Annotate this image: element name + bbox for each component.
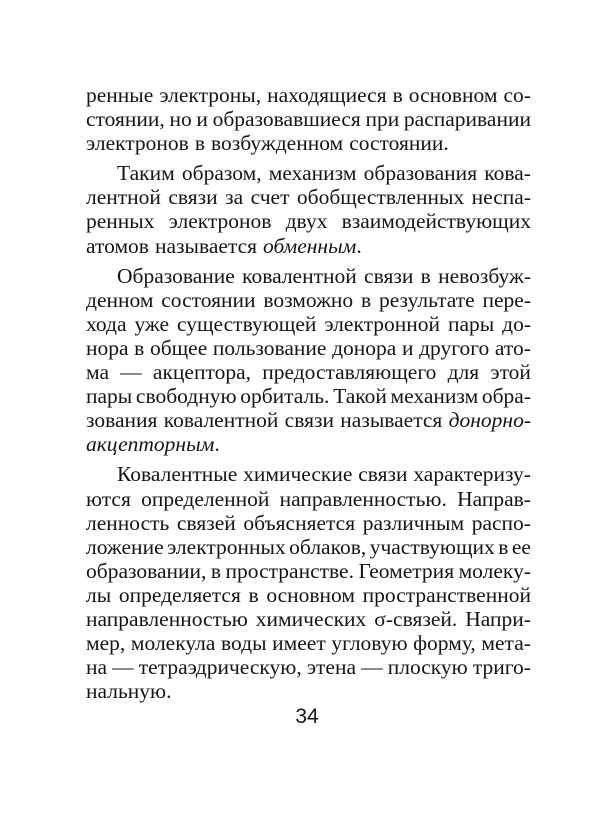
word-text: молекула (130, 631, 216, 656)
word-text: тетраэдрическую, (138, 655, 302, 680)
word-text: химические (243, 462, 353, 487)
word-text: триго- (472, 655, 531, 680)
text-line (86, 131, 531, 155)
word-text: электронов (86, 131, 189, 156)
word (211, 131, 343, 155)
word (168, 185, 217, 209)
word (484, 161, 531, 185)
word (269, 161, 357, 185)
word (481, 631, 531, 655)
word (240, 384, 329, 408)
word-text: . (214, 432, 220, 457)
word-text: электроны, (159, 83, 262, 107)
word (365, 107, 399, 131)
word (211, 559, 221, 583)
word-text: лы (86, 582, 112, 607)
word (117, 161, 175, 185)
word-text: кова- (484, 161, 531, 186)
word-text: определяется (118, 582, 241, 607)
word-text: и (401, 335, 414, 360)
word (131, 631, 216, 655)
word-text: за (225, 185, 244, 210)
word (409, 83, 498, 107)
word (285, 408, 334, 432)
word-text: в (194, 131, 206, 156)
text-line (86, 408, 531, 432)
text-line (86, 234, 531, 258)
word (498, 535, 508, 559)
word (419, 336, 489, 360)
word-text: Напри- (465, 606, 531, 631)
word-text: участвующих (369, 534, 495, 559)
word-text: связи (168, 185, 218, 210)
text-line (86, 432, 531, 456)
word (342, 209, 531, 233)
word (86, 384, 132, 408)
word (86, 234, 149, 258)
word-text: ленность (86, 510, 170, 535)
word (86, 408, 157, 432)
word (473, 655, 531, 679)
word (402, 336, 414, 360)
word (86, 360, 109, 384)
word (169, 107, 191, 131)
word-text: стоянии, (86, 107, 165, 132)
word (86, 631, 125, 655)
word (364, 161, 477, 185)
word (196, 107, 208, 131)
word-text: пользование (212, 335, 327, 360)
word (86, 209, 155, 233)
word-text: направленностью. (279, 486, 447, 511)
word-text: электронных (167, 534, 286, 559)
word (272, 631, 326, 655)
word (86, 679, 171, 703)
text-line (86, 209, 531, 233)
word-text: различным (362, 510, 465, 535)
word-text: уже (134, 311, 170, 336)
text-line (86, 360, 531, 384)
word (86, 432, 220, 456)
word-text: пары (447, 311, 495, 336)
word-text: плоскую (387, 655, 468, 680)
word (391, 384, 479, 408)
word (333, 384, 387, 408)
word-text: ются (86, 486, 131, 511)
word (404, 107, 531, 131)
word-text: определенной (141, 486, 270, 511)
word (256, 607, 367, 631)
word (167, 535, 286, 559)
word (413, 462, 531, 486)
word-text: механизм (268, 161, 357, 186)
word-text: атомов (86, 233, 149, 258)
word-text: результате (378, 287, 475, 312)
text-line (86, 83, 531, 107)
word-text: хода (86, 311, 127, 336)
word-text: существующей (176, 311, 317, 336)
word (242, 264, 357, 288)
word-text: направленностью (86, 606, 248, 631)
word-text: до- (502, 311, 531, 336)
word (136, 384, 237, 408)
word-text: и (196, 107, 208, 132)
word-text: ма (86, 360, 110, 385)
word (286, 209, 328, 233)
word-text: предоставляющего (262, 360, 437, 385)
word-text: объясняется (243, 510, 356, 535)
paragraph (86, 161, 531, 257)
word (449, 408, 531, 432)
word (86, 83, 153, 107)
word-text: — (361, 655, 383, 680)
body-text (86, 83, 531, 709)
word-text: Образование (117, 263, 235, 288)
word (280, 487, 447, 511)
text-line (86, 559, 531, 583)
word (363, 583, 531, 607)
word-text: неспа- (471, 185, 531, 210)
text-line (86, 288, 531, 312)
word-text: называется (340, 408, 443, 433)
word (349, 131, 449, 155)
word-text: донора (332, 335, 397, 360)
word-text: связи (364, 263, 414, 288)
text-line (86, 185, 531, 209)
word-text: Геометрия (358, 558, 455, 583)
word-text: мер, (86, 631, 126, 656)
word-text: называется (154, 233, 257, 258)
text-line (86, 679, 531, 703)
word (221, 631, 267, 655)
word (512, 535, 531, 559)
word (243, 462, 352, 486)
word-text: Направ- (457, 486, 531, 511)
text-line (86, 107, 531, 131)
word-text: ренных (86, 209, 155, 234)
word (182, 161, 262, 185)
word (161, 288, 255, 312)
word-text: состоянии. (349, 131, 449, 156)
word-text: в (392, 83, 403, 107)
word (155, 234, 257, 258)
italic-term: обменным (263, 233, 357, 258)
word (324, 312, 440, 336)
word-text: угловую (331, 631, 408, 656)
word (358, 559, 454, 583)
word-text: обобществленных (296, 185, 465, 210)
word-text: общее (149, 335, 208, 360)
word-text: в (248, 582, 259, 607)
italic-term: акцепторным (86, 432, 215, 457)
word (370, 535, 495, 559)
word-text: связей (176, 510, 236, 535)
word-text: — (120, 360, 142, 385)
word-text: ато- (494, 335, 531, 360)
text-line (86, 384, 531, 408)
word (490, 360, 531, 384)
word (86, 336, 129, 360)
word (164, 408, 279, 432)
word-text: находящиеся (267, 83, 387, 107)
word (225, 185, 243, 209)
paragraph (86, 83, 531, 155)
word (307, 655, 356, 679)
word-text: в (134, 335, 145, 360)
word-text: химических (255, 606, 367, 631)
word (86, 312, 127, 336)
word-text: пары (86, 384, 133, 409)
text-line (86, 312, 531, 336)
word-text: но (169, 107, 192, 132)
text-line (86, 607, 531, 631)
word (195, 131, 205, 155)
word-text: на (86, 655, 108, 680)
text-line (86, 487, 531, 511)
text-line (86, 462, 531, 486)
word (120, 360, 142, 384)
word-text: ложение (86, 534, 164, 559)
word-text: пере- (482, 287, 531, 312)
word-text: мета- (481, 631, 531, 656)
word (495, 336, 531, 360)
word-text: ковалентной (242, 263, 357, 288)
word-text: — (112, 655, 134, 680)
word-text: этена (306, 655, 357, 680)
word (482, 384, 531, 408)
word-text: ковалентной (163, 408, 279, 433)
word-text: образования (363, 161, 478, 186)
word-text: воды (221, 631, 267, 656)
word-text: счет (250, 185, 290, 210)
word (393, 83, 403, 107)
text-line (86, 161, 531, 185)
word-text: связи (358, 462, 408, 487)
word (267, 83, 387, 107)
word-text: нора (86, 335, 129, 360)
word (153, 360, 251, 384)
word (159, 83, 261, 107)
word (86, 487, 131, 511)
word (361, 288, 371, 312)
word-text: основном (408, 83, 498, 107)
word-text: облаков, (289, 534, 367, 559)
word (86, 107, 165, 131)
word (457, 487, 531, 511)
word-text: обра- (481, 384, 531, 409)
text-line (86, 264, 531, 288)
word (363, 511, 464, 535)
word-text: свободную (135, 384, 237, 409)
word-text: взаимодействующих (341, 209, 531, 234)
word-text: при (365, 107, 400, 132)
word (249, 583, 259, 607)
word (448, 360, 480, 384)
word (117, 264, 235, 288)
paragraph (86, 462, 531, 703)
word (169, 209, 272, 233)
word-text: характеризу- (413, 462, 531, 487)
word-text: орбиталь. (240, 384, 330, 409)
word (134, 336, 144, 360)
word (86, 535, 164, 559)
word-text: σ-связей. (374, 606, 458, 631)
word (86, 583, 111, 607)
word-text: Таким (117, 161, 175, 186)
word (119, 583, 241, 607)
text-line (86, 535, 531, 559)
word-text: пространстве. (225, 558, 354, 583)
word-text: электронов (168, 209, 272, 234)
word-text: основном (266, 582, 355, 607)
word (379, 288, 475, 312)
text-line (86, 336, 531, 360)
word-text: Такой (333, 384, 387, 409)
word-text: нальную. (86, 679, 172, 704)
word-text: ее (511, 534, 531, 559)
word (177, 312, 316, 336)
word (438, 264, 531, 288)
word-text: пространственной (362, 582, 531, 607)
word (482, 288, 531, 312)
word-text: невозбуж- (438, 263, 531, 288)
word (340, 408, 442, 432)
word-text: форму, (413, 631, 476, 656)
word-text: возможно (263, 287, 354, 312)
word-text: в (361, 287, 372, 312)
word (459, 559, 531, 583)
word-text: образом, (181, 161, 262, 186)
word (213, 336, 327, 360)
word (117, 462, 237, 486)
word-text: имеет (272, 631, 326, 656)
word-text: со- (503, 83, 531, 107)
word-text: связи (284, 408, 334, 433)
word (86, 185, 161, 209)
word-text: электронной (324, 311, 441, 336)
word-text: лентной (86, 185, 161, 210)
word-text: двух (285, 209, 328, 234)
word (263, 288, 353, 312)
word (332, 336, 396, 360)
word-text: образовавшиеся (212, 107, 361, 132)
word-text: в (210, 558, 222, 583)
word-text: этой (490, 360, 531, 385)
word (504, 83, 531, 107)
word (421, 264, 431, 288)
word-text: в (498, 534, 509, 559)
word (86, 559, 206, 583)
word-text: молеку- (458, 558, 531, 583)
word (243, 511, 355, 535)
word (251, 185, 290, 209)
word (226, 559, 354, 583)
word (331, 631, 407, 655)
word-text: состоянии (161, 287, 256, 312)
word-text: ренные (86, 83, 154, 107)
page-number: 34 (295, 705, 319, 728)
word (263, 234, 362, 258)
word (374, 607, 457, 631)
word-text: возбужденном (211, 131, 344, 156)
word (262, 360, 436, 384)
word (413, 631, 476, 655)
word (289, 535, 366, 559)
word (134, 312, 169, 336)
word (502, 312, 531, 336)
word (358, 462, 407, 486)
word (139, 655, 302, 679)
word (86, 655, 107, 679)
text-line (86, 511, 531, 535)
word (86, 607, 248, 631)
word-text: механизм (390, 384, 479, 409)
text-line (86, 631, 531, 655)
paragraph (86, 264, 531, 457)
word (86, 511, 169, 535)
word (141, 487, 269, 511)
word-text: Ковалентные (117, 462, 238, 487)
word-text: акцептора, (152, 360, 251, 385)
word (150, 336, 207, 360)
word (297, 185, 464, 209)
word (361, 655, 383, 679)
word-text: другого (419, 335, 490, 360)
word (448, 312, 494, 336)
word (266, 583, 355, 607)
word-text: зования (86, 408, 158, 433)
word-text: денном (86, 287, 154, 312)
word (177, 511, 236, 535)
text-line (86, 583, 531, 607)
word (364, 264, 413, 288)
word (86, 131, 189, 155)
word (472, 511, 531, 535)
word-text: распаривании (403, 107, 531, 132)
word (112, 655, 134, 679)
word (86, 288, 153, 312)
word-text: распо- (471, 510, 531, 535)
word (472, 185, 531, 209)
word-text: . (356, 233, 362, 258)
word-text: для (447, 360, 480, 385)
word (465, 607, 531, 631)
italic-term: донорно- (448, 408, 531, 433)
word (213, 107, 361, 131)
text-line (86, 655, 531, 679)
word-text: образовании, (86, 558, 207, 583)
word (388, 655, 468, 679)
word-text: в (420, 263, 431, 288)
